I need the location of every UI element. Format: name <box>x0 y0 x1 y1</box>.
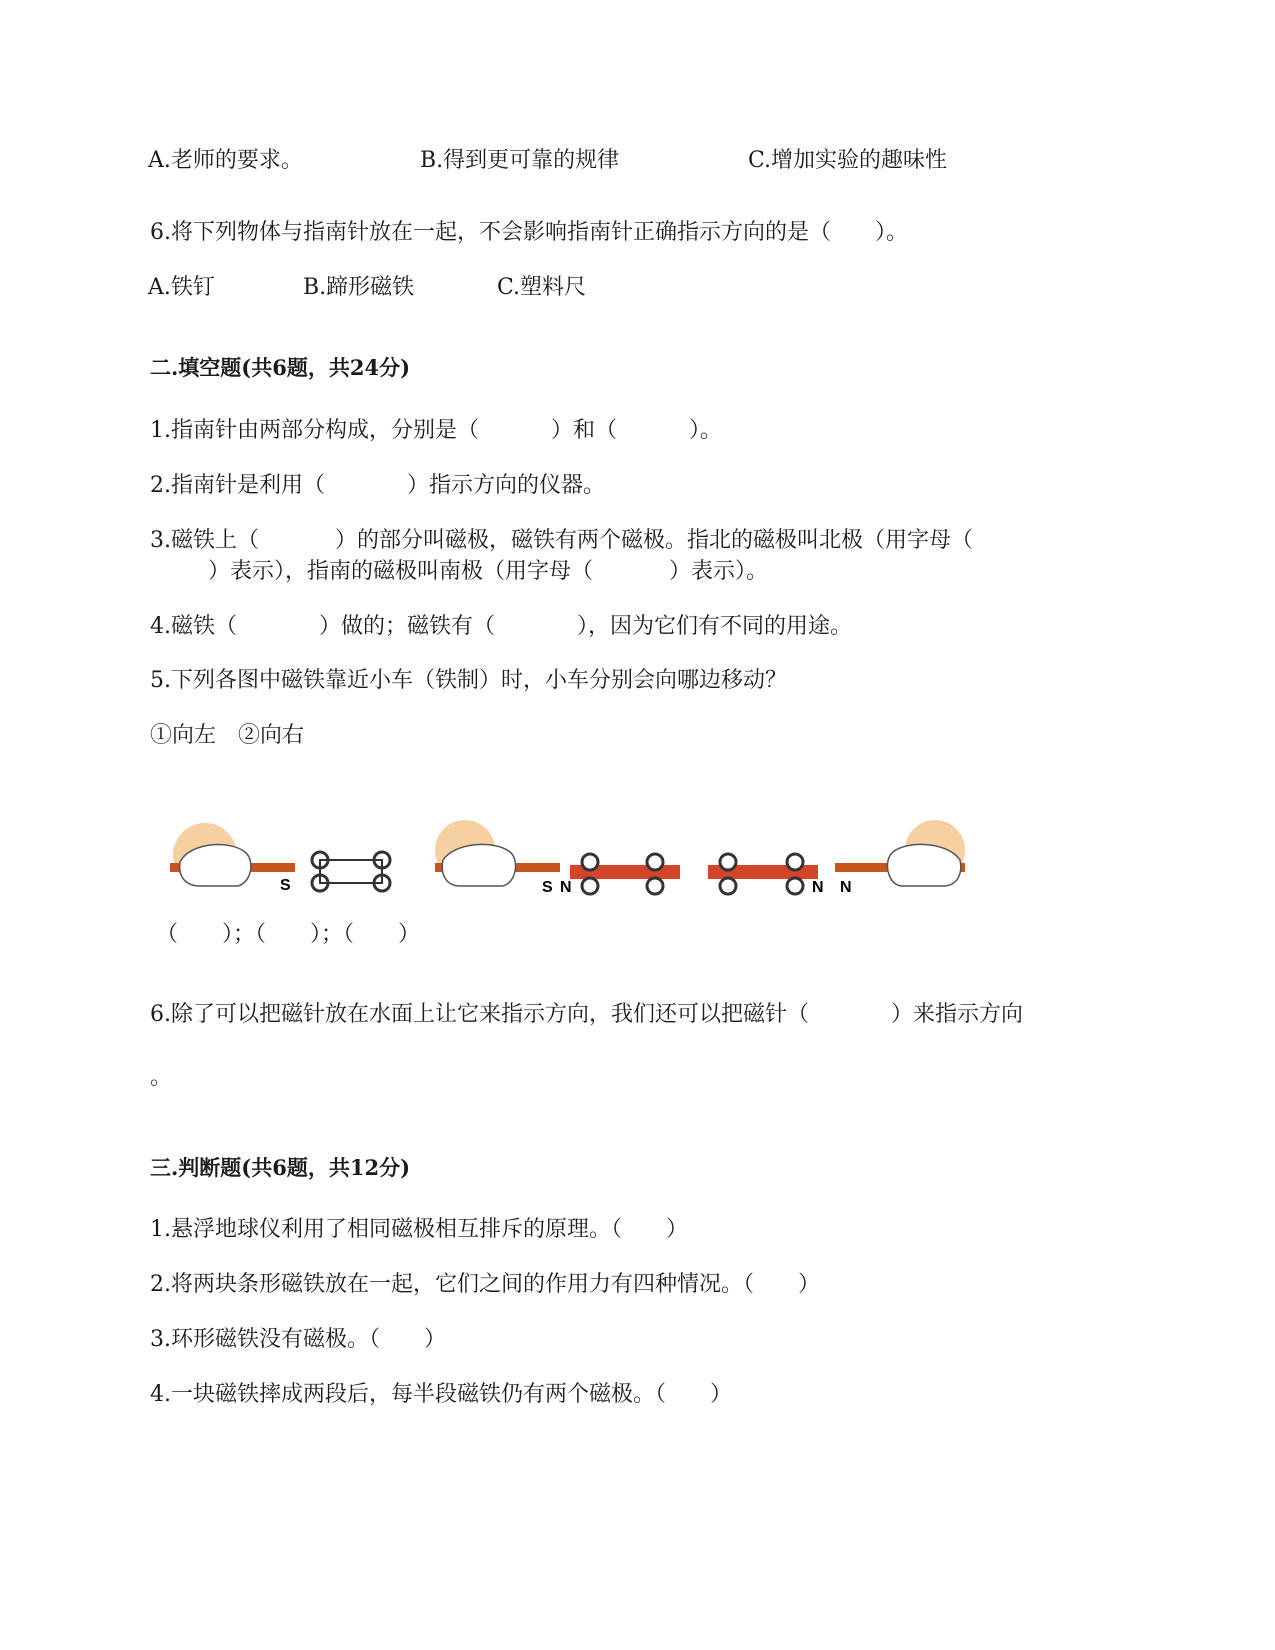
q5-option-b: B.得到更可靠的规律 <box>420 148 620 173</box>
panel-1 <box>170 823 390 894</box>
q5-option-a: A.老师的要求。 <box>148 148 303 173</box>
fill-q3-line-1 <box>150 526 973 556</box>
judge-q2: 2.将两块条形磁铁放在一起，它们之间的作用力有四种情况。（ ） <box>150 1272 820 1297</box>
fill-q2-text-2: ）指示方向的仪器。 <box>407 473 606 498</box>
fill-q3-text-2: ）的部分叫磁极，磁铁有两个磁极。指北的磁极叫北极（用字母（ <box>335 528 974 553</box>
fill-q2-text-1: 2.指南针是利用（ <box>150 473 325 498</box>
fill-q4-text-2: ）做的；磁铁有（ <box>319 614 496 639</box>
fill-q1 <box>150 416 722 446</box>
fill-q3-text-4: ）表示）。 <box>669 559 769 584</box>
fill-q2 <box>150 471 605 501</box>
pole-label-s: S <box>542 879 553 896</box>
section-3-title: 三.判断题(共6题，共12分) <box>150 1155 411 1180</box>
hand-icon <box>180 845 251 886</box>
wheel <box>787 878 803 894</box>
q6-option-a: A.铁钉 <box>148 275 215 300</box>
hand-icon <box>887 844 960 886</box>
wheel <box>787 854 803 870</box>
judge-q3: 3.环形磁铁没有磁极。（ ） <box>150 1327 446 1352</box>
pole-label-s: S <box>280 877 291 894</box>
fill-q5-question: 5.下列各图中磁铁靠近小车（铁制）时，小车分别会向哪边移动？ <box>150 668 787 693</box>
fill-q4-text-1: 4.磁铁（ <box>150 614 237 639</box>
fill-q3-line-2 <box>150 557 768 587</box>
pole-label-n: N <box>840 879 852 896</box>
panel-2 <box>435 820 680 896</box>
wheel <box>582 854 598 870</box>
fill-q1-text-1: 1.指南针由两部分构成，分别是（ <box>150 418 479 443</box>
fill-q6-tail: 。 <box>150 1065 173 1090</box>
wheel <box>582 878 598 894</box>
section-2-title: 二.填空题(共6题，共24分) <box>150 355 411 380</box>
q6-choice-question: 6.将下列物体与指南针放在一起，不会影响指南针正确指示方向的是（ ）。 <box>150 220 908 245</box>
fill-q4-text-3: ），因为它们有不同的用途。 <box>577 614 853 639</box>
fill-q1-text-2: ）和（ <box>551 418 618 443</box>
wheel <box>647 854 663 870</box>
q6-option-b: B.蹄形磁铁 <box>303 275 415 300</box>
fill-q1-text-3: ）。 <box>689 418 723 443</box>
pole-label-n: N <box>812 879 824 896</box>
judge-q4: 4.一块磁铁摔成两段后，每半段磁铁仍有两个磁极。（ ） <box>150 1382 732 1407</box>
q5-option-c: C.增加实验的趣味性 <box>748 148 948 173</box>
hand-icon <box>442 844 515 886</box>
wheel <box>720 854 736 870</box>
q6-option-c: C.塑料尺 <box>497 275 587 300</box>
panel-3 <box>708 820 965 896</box>
fill-q6 <box>150 1000 1023 1030</box>
magnet-cart-figure <box>160 820 1020 930</box>
wheel <box>647 878 663 894</box>
fill-q6-text-2: ）来指示方向 <box>891 1002 1024 1027</box>
fill-q4 <box>150 612 852 642</box>
fill-q3-text-3: ）表示），指南的磁极叫南极（用字母（ <box>208 559 594 584</box>
fill-q5-answers: （ ）；（ ）；（ ） <box>156 922 421 947</box>
fill-q6-text-1: 6.除了可以把磁针放在水面上让它来指示方向，我们还可以把磁针（ <box>150 1002 809 1027</box>
pole-label-n: N <box>560 879 572 896</box>
fill-q3-text-1: 3.磁铁上（ <box>150 528 259 553</box>
judge-q1: 1.悬浮地球仪利用了相同磁极相互排斥的原理。（ ） <box>150 1217 688 1242</box>
cart-frame <box>320 860 382 883</box>
fill-q5-options: ①向左 ②向右 <box>150 723 305 748</box>
wheel <box>720 878 736 894</box>
